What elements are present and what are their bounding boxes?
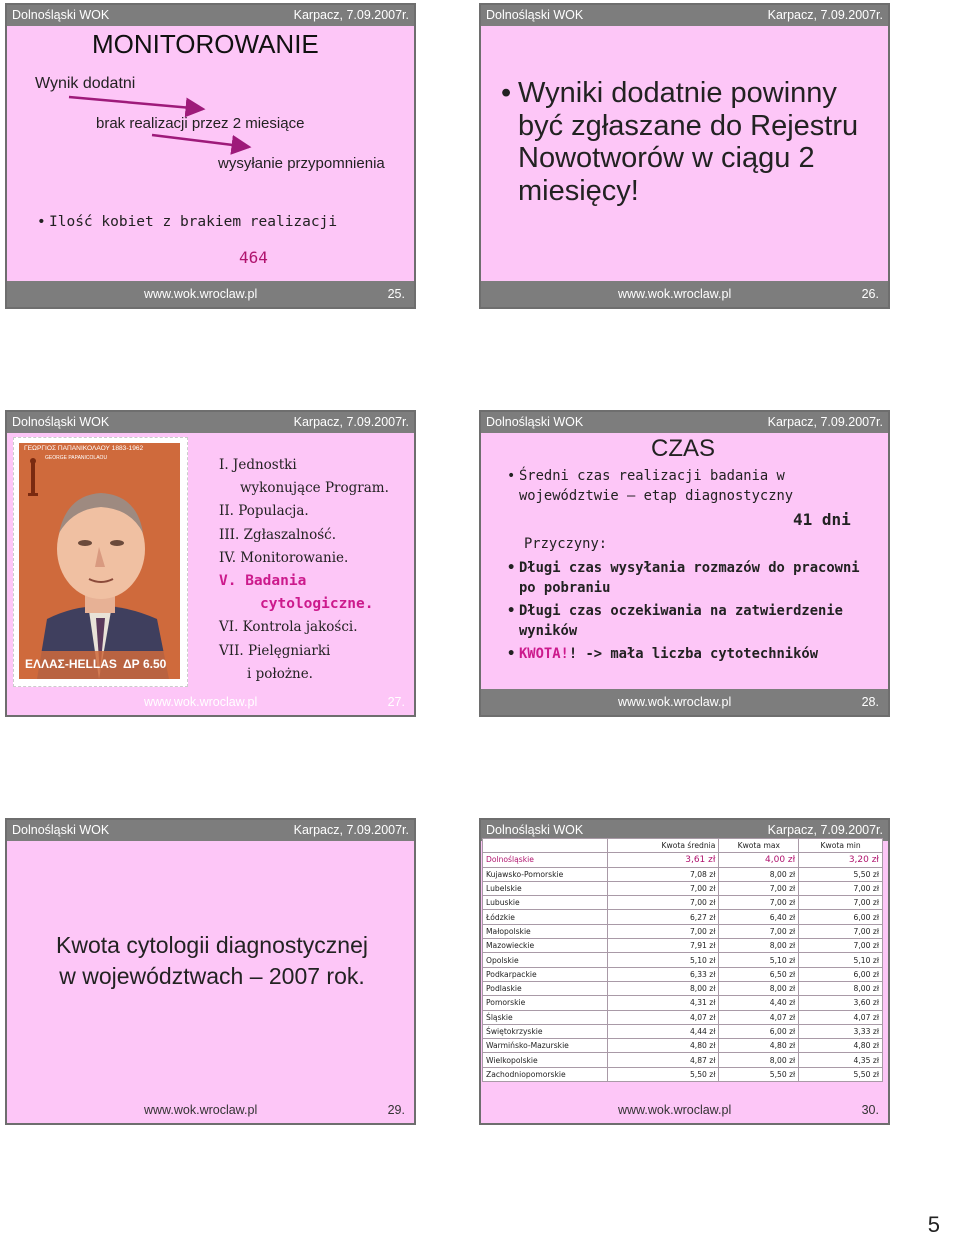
list-item: IV. Monitorowanie. xyxy=(219,549,349,566)
text-line: po pobraniu xyxy=(519,580,611,596)
header-place-date: Karpacz, 7.09.2007r. xyxy=(767,823,883,837)
column-header: Kwota max xyxy=(719,839,799,853)
causes-label: Przyczyny: xyxy=(524,536,608,552)
amount-cell: 3,60 zł xyxy=(799,996,883,1010)
amount-cell: 5,50 zł xyxy=(607,1067,719,1081)
text-line: ! -> mała liczba cytotechników xyxy=(568,646,819,662)
region-cell: Zachodniopomorskie xyxy=(483,1067,608,1081)
region-cell: Opolskie xyxy=(483,953,608,967)
table-row xyxy=(483,896,883,910)
slide-footer xyxy=(7,689,414,715)
kwota-table xyxy=(482,838,883,1082)
text-line: być zgłaszane do Rejestru xyxy=(518,109,859,142)
amount-cell: 6,00 zł xyxy=(719,1024,799,1038)
bullet-item xyxy=(519,644,860,664)
amount-cell: 8,00 zł xyxy=(799,981,883,995)
bullet-item: • Ilość kobiet z brakiem realizacji xyxy=(49,214,337,230)
amount-cell: 8,00 zł xyxy=(719,1053,799,1067)
amount-cell: 4,07 zł xyxy=(719,1010,799,1024)
slide-header xyxy=(7,412,414,433)
amount-cell: 7,00 zł xyxy=(719,896,799,910)
slide-number: 25. xyxy=(387,287,405,301)
table-row xyxy=(483,981,883,995)
slide-header xyxy=(481,412,888,433)
header-org: Dolnośląski WOK xyxy=(12,8,110,22)
days-value: 41 dni xyxy=(793,510,851,529)
amount-cell: 4,40 zł xyxy=(719,996,799,1010)
amount-cell: 4,00 zł xyxy=(719,853,799,867)
text-line: Wyniki dodatnie powinny xyxy=(518,77,837,109)
table-row xyxy=(483,924,883,938)
table-row xyxy=(483,853,883,867)
header-org: Dolnośląski WOK xyxy=(486,823,584,837)
header-place-date: Karpacz, 7.09.2007r. xyxy=(293,823,409,837)
amount-cell: 7,00 zł xyxy=(719,924,799,938)
list-item: cytologiczne. xyxy=(260,596,374,613)
table-row xyxy=(483,967,883,981)
stamp-caption: GEORGE PAPANICOLAOU xyxy=(45,455,108,461)
kwota-label: KWOTA! xyxy=(519,646,569,662)
amount-cell: 4,44 zł xyxy=(607,1024,719,1038)
table-row xyxy=(483,1024,883,1038)
table-row xyxy=(483,881,883,895)
amount-cell: 7,08 zł xyxy=(607,867,719,881)
footer-url[interactable]: www.wok.wroclaw.pl xyxy=(618,1103,732,1117)
region-cell: Świętokrzyskie xyxy=(483,1024,608,1038)
stamp-caption: ΓΕΩΡΓΙΟΣ ΠΑΠΑΝΙΚΟΛΑΟΥ 1883-1962 xyxy=(24,445,144,452)
slide-footer xyxy=(7,281,414,307)
amount-cell: 6,00 zł xyxy=(799,910,883,924)
amount-cell: 4,35 zł xyxy=(799,1053,883,1067)
amount-cell: 5,50 zł xyxy=(799,1067,883,1081)
bullet-item xyxy=(519,558,860,578)
stamp-country: ΕΛΛΑΣ-HELLAS xyxy=(25,657,117,671)
region-cell: Dolnośląskie xyxy=(483,853,608,867)
title-line: w województwach – 2007 rok. xyxy=(59,963,365,989)
bullet-item xyxy=(519,466,793,486)
bullet-icon: • xyxy=(501,77,512,109)
region-cell: Lubelskie xyxy=(483,881,608,895)
footer-url[interactable]: www.wok.wroclaw.pl xyxy=(618,695,732,709)
region-cell: Podkarpackie xyxy=(483,967,608,981)
amount-cell: 4,80 zł xyxy=(719,1039,799,1053)
list-item: i położne. xyxy=(247,665,313,682)
table-row xyxy=(483,910,883,924)
region-cell: Lubuskie xyxy=(483,896,608,910)
header-place-date: Karpacz, 7.09.2007r. xyxy=(293,415,409,429)
header-org: Dolnośląski WOK xyxy=(12,415,110,429)
amount-cell: 4,80 zł xyxy=(607,1039,719,1053)
arrow-icon xyxy=(7,5,414,307)
slide-footer xyxy=(481,281,888,307)
slide-title xyxy=(27,930,397,992)
text-line: województwie – etap diagnostyczny xyxy=(519,488,794,504)
amount-cell: 6,27 zł xyxy=(607,910,719,924)
amount-cell: 5,10 zł xyxy=(799,953,883,967)
amount-cell: 6,00 zł xyxy=(799,967,883,981)
amount-cell: 7,00 zł xyxy=(799,896,883,910)
slide-title: CZAS xyxy=(651,435,716,462)
list-item: III. Zgłaszalność. xyxy=(219,526,337,543)
table-row xyxy=(483,1010,883,1024)
region-cell: Małopolskie xyxy=(483,924,608,938)
text-line: Długi czas oczekiwania na zatwierdzenie xyxy=(519,603,843,619)
slide-28 xyxy=(479,410,890,717)
slide-27 xyxy=(5,410,416,717)
slide-text xyxy=(501,77,878,207)
list-item: I. Jednostki xyxy=(219,457,297,473)
table-row xyxy=(483,1067,883,1081)
slide-30 xyxy=(479,818,890,1125)
amount-cell: 8,00 zł xyxy=(719,939,799,953)
text-line: wyników xyxy=(519,623,578,639)
slide-number: 26. xyxy=(861,287,879,301)
slide-number: 30. xyxy=(861,1103,879,1117)
header-org: Dolnośląski WOK xyxy=(486,8,584,22)
amount-cell: 4,87 zł xyxy=(607,1053,719,1067)
column-header xyxy=(483,839,608,853)
text-line: Średni czas realizacji badania w xyxy=(519,468,785,484)
text-line: Wynik dodatni xyxy=(35,75,136,92)
amount-cell: 5,50 zł xyxy=(799,867,883,881)
list-item: wykonujące Program. xyxy=(240,480,389,497)
title-line: Kwota cytologii diagnostycznej xyxy=(56,932,368,958)
region-cell: Śląskie xyxy=(483,1010,608,1024)
slide-number: 27. xyxy=(387,695,405,709)
amount-cell: 7,00 zł xyxy=(607,896,719,910)
slide-footer xyxy=(481,1097,888,1123)
amount-cell: 7,00 zł xyxy=(799,881,883,895)
header-org: Dolnośląski WOK xyxy=(486,415,584,429)
text-line: miesięcy! xyxy=(518,174,639,207)
column-header: Kwota min xyxy=(799,839,883,853)
list-item: II. Populacja. xyxy=(219,503,309,520)
amount-cell: 3,20 zł xyxy=(799,853,883,867)
amount-cell: 7,00 zł xyxy=(607,881,719,895)
amount-cell: 5,10 zł xyxy=(719,953,799,967)
footer-url[interactable]: www.wok.wroclaw.pl xyxy=(618,287,732,301)
table-header-row xyxy=(483,839,883,853)
amount-cell: 4,31 zł xyxy=(607,996,719,1010)
slide-29 xyxy=(5,818,416,1125)
region-cell: Podlaskie xyxy=(483,981,608,995)
amount-cell: 4,07 zł xyxy=(607,1010,719,1024)
region-cell: Wielkopolskie xyxy=(483,1053,608,1067)
text-line: wysyłanie przypomnienia xyxy=(218,155,385,172)
stamp-image xyxy=(13,437,188,687)
text-line: Nowotworów w ciągu 2 xyxy=(518,142,815,174)
slide-footer xyxy=(481,689,888,715)
bullet-item xyxy=(519,601,860,621)
list-item: VI. Kontrola jakości. xyxy=(219,619,358,636)
stamp-value: ΔΡ 6.50 xyxy=(123,657,167,671)
amount-cell: 4,07 zł xyxy=(799,1010,883,1024)
region-cell: Mazowieckie xyxy=(483,939,608,953)
amount-cell: 6,40 zł xyxy=(719,910,799,924)
amount-cell: 5,10 zł xyxy=(607,953,719,967)
slide-header xyxy=(481,5,888,26)
slide-body xyxy=(519,558,860,664)
header-place-date: Karpacz, 7.09.2007r. xyxy=(767,415,883,429)
amount-cell: 7,00 zł xyxy=(719,881,799,895)
table-row xyxy=(483,1039,883,1053)
header-place-date: Karpacz, 7.09.2007r. xyxy=(293,8,409,22)
table-row xyxy=(483,867,883,881)
list-item: VII. Pielęgniarki xyxy=(219,642,331,659)
count-value: 464 xyxy=(239,248,268,267)
amount-cell: 5,50 zł xyxy=(719,1067,799,1081)
amount-cell: 3,61 zł xyxy=(607,853,719,867)
header-place-date: Karpacz, 7.09.2007r. xyxy=(767,8,883,22)
region-cell: Pomorskie xyxy=(483,996,608,1010)
list-item: V. Badania xyxy=(219,573,307,590)
text-line: brak realizacji przez 2 miesiące xyxy=(96,115,305,132)
amount-cell: 8,00 zł xyxy=(607,981,719,995)
table-row xyxy=(483,939,883,953)
slide-25 xyxy=(5,3,416,309)
table-row xyxy=(483,1053,883,1067)
amount-cell: 4,80 zł xyxy=(799,1039,883,1053)
slide-body xyxy=(519,466,793,506)
slide-26 xyxy=(479,3,890,309)
column-header: Kwota średnia xyxy=(607,839,719,853)
slide-number: 28. xyxy=(861,695,879,709)
slide-title: MONITOROWANIE xyxy=(92,29,319,59)
page-number: 5 xyxy=(927,1212,940,1237)
program-list xyxy=(219,454,389,686)
amount-cell: 7,00 zł xyxy=(607,924,719,938)
table-row xyxy=(483,953,883,967)
amount-cell: 8,00 zł xyxy=(719,867,799,881)
header-org: Dolnośląski WOK xyxy=(12,823,110,837)
amount-cell: 3,33 zł xyxy=(799,1024,883,1038)
amount-cell: 6,33 zł xyxy=(607,967,719,981)
slide-header xyxy=(7,820,414,841)
slide-footer xyxy=(7,1097,414,1123)
amount-cell: 7,00 zł xyxy=(799,924,883,938)
amount-cell: 7,00 zł xyxy=(799,939,883,953)
amount-cell: 7,91 zł xyxy=(607,939,719,953)
footer-url[interactable]: www.wok.wroclaw.pl xyxy=(144,287,258,301)
region-cell: Kujawsko-Pomorskie xyxy=(483,867,608,881)
table-row xyxy=(483,996,883,1010)
slide-number: 29. xyxy=(387,1103,405,1117)
text-line: Długi czas wysyłania rozmazów do pracowni xyxy=(519,560,860,576)
region-cell: Warmińsko-Mazurskie xyxy=(483,1039,608,1053)
amount-cell: 8,00 zł xyxy=(719,981,799,995)
footer-url[interactable]: www.wok.wroclaw.pl xyxy=(144,695,258,709)
amount-cell: 6,50 zł xyxy=(719,967,799,981)
footer-url[interactable]: www.wok.wroclaw.pl xyxy=(144,1103,258,1117)
region-cell: Łódzkie xyxy=(483,910,608,924)
